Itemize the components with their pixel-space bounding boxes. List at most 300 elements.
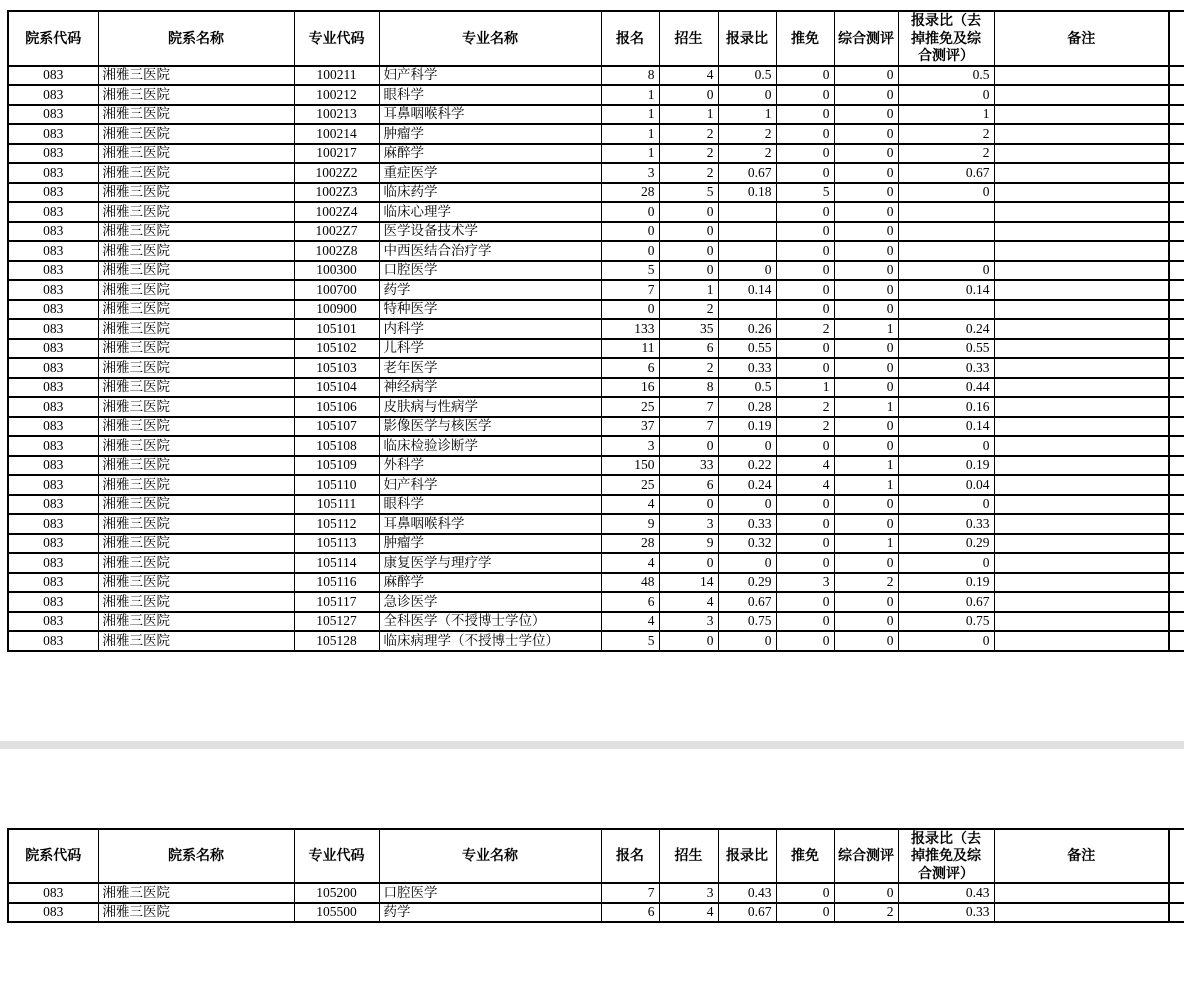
admitted-cell: 4 — [659, 66, 718, 86]
col-header-dept-code: 院系代码 — [8, 829, 98, 884]
adjusted-ratio-cell: 1 — [898, 105, 994, 125]
admitted-cell: 0 — [659, 495, 718, 515]
col-header-applicants: 报名 — [601, 11, 659, 66]
admitted-cell: 1 — [659, 105, 718, 125]
major-code-cell: 105127 — [294, 612, 379, 632]
exempt-cell: 0 — [776, 222, 834, 242]
comprehensive-eval-cell: 0 — [834, 436, 898, 456]
applicants-cell: 25 — [601, 475, 659, 495]
dept-code-cell: 083 — [8, 534, 98, 554]
remarks-cell — [994, 261, 1169, 281]
gridline-overflow-cell — [1169, 105, 1184, 125]
adjusted-ratio-cell — [898, 202, 994, 222]
major-code-cell: 100300 — [294, 261, 379, 281]
major-code-cell: 105109 — [294, 456, 379, 476]
ratio-cell: 0.5 — [718, 66, 776, 86]
admitted-cell: 0 — [659, 553, 718, 573]
dept-name-cell: 湘雅三医院 — [98, 612, 294, 632]
exempt-cell: 0 — [776, 436, 834, 456]
dept-code-cell: 083 — [8, 85, 98, 105]
ratio-cell: 0.18 — [718, 183, 776, 203]
ratio-cell: 0.33 — [718, 514, 776, 534]
remarks-cell — [994, 202, 1169, 222]
admitted-cell: 2 — [659, 300, 718, 320]
dept-code-cell: 083 — [8, 261, 98, 281]
dept-name-cell: 湘雅三医院 — [98, 631, 294, 651]
dept-code-cell: 083 — [8, 358, 98, 378]
major-name-cell: 口腔医学 — [379, 261, 601, 281]
applicants-cell: 28 — [601, 534, 659, 554]
exempt-cell: 0 — [776, 280, 834, 300]
ratio-cell: 0 — [718, 631, 776, 651]
applicants-cell: 37 — [601, 417, 659, 437]
ratio-cell: 0.67 — [718, 903, 776, 923]
page-break-separator — [0, 741, 1184, 749]
major-code-cell: 1002Z3 — [294, 183, 379, 203]
ratio-cell: 0.24 — [718, 475, 776, 495]
dept-name-cell: 湘雅三医院 — [98, 319, 294, 339]
col-header-admitted: 招生 — [659, 829, 718, 884]
applicants-cell: 9 — [601, 514, 659, 534]
gridline-overflow-cell — [1169, 829, 1184, 884]
ratio-cell: 0.29 — [718, 573, 776, 593]
dept-code-cell: 083 — [8, 66, 98, 86]
gridline-overflow-cell — [1169, 339, 1184, 359]
gridline-overflow-cell — [1169, 436, 1184, 456]
exempt-cell: 2 — [776, 397, 834, 417]
dept-name-cell: 湘雅三医院 — [98, 183, 294, 203]
table-body — [8, 883, 1184, 922]
exempt-cell: 0 — [776, 163, 834, 183]
comprehensive-eval-cell: 0 — [834, 241, 898, 261]
dept-code-cell: 083 — [8, 202, 98, 222]
comprehensive-eval-cell: 1 — [834, 475, 898, 495]
major-name-cell: 临床心理学 — [379, 202, 601, 222]
admitted-cell: 14 — [659, 573, 718, 593]
adjusted-ratio-cell: 0.33 — [898, 903, 994, 923]
major-name-cell: 口腔医学 — [379, 883, 601, 903]
dept-code-cell: 083 — [8, 319, 98, 339]
dept-code-cell: 083 — [8, 300, 98, 320]
table-row — [8, 612, 1184, 632]
admitted-cell: 8 — [659, 378, 718, 398]
exempt-cell: 0 — [776, 66, 834, 86]
adjusted-ratio-cell: 0.24 — [898, 319, 994, 339]
gridline-overflow-cell — [1169, 144, 1184, 164]
comprehensive-eval-cell: 0 — [834, 631, 898, 651]
dept-code-cell: 083 — [8, 631, 98, 651]
table-row — [8, 280, 1184, 300]
major-code-cell: 1002Z7 — [294, 222, 379, 242]
remarks-cell — [994, 378, 1169, 398]
major-name-cell: 神经病学 — [379, 378, 601, 398]
applicants-cell: 3 — [601, 163, 659, 183]
major-code-cell: 105104 — [294, 378, 379, 398]
admitted-cell: 2 — [659, 144, 718, 164]
adjusted-ratio-cell: 0.33 — [898, 358, 994, 378]
comprehensive-eval-cell: 0 — [834, 144, 898, 164]
comprehensive-eval-cell: 0 — [834, 280, 898, 300]
major-code-cell: 100217 — [294, 144, 379, 164]
dept-name-cell: 湘雅三医院 — [98, 222, 294, 242]
table-header-row — [8, 829, 1184, 884]
major-code-cell: 100900 — [294, 300, 379, 320]
table-row — [8, 222, 1184, 242]
remarks-cell — [994, 358, 1169, 378]
comprehensive-eval-cell: 0 — [834, 105, 898, 125]
comprehensive-eval-cell: 0 — [834, 66, 898, 86]
applicants-cell: 1 — [601, 105, 659, 125]
admitted-cell: 0 — [659, 261, 718, 281]
ratio-cell — [718, 202, 776, 222]
remarks-cell — [994, 475, 1169, 495]
major-code-cell: 105200 — [294, 883, 379, 903]
dept-name-cell: 湘雅三医院 — [98, 436, 294, 456]
adjusted-ratio-cell: 0.75 — [898, 612, 994, 632]
exempt-cell: 0 — [776, 631, 834, 651]
table-row — [8, 495, 1184, 515]
table-row — [8, 358, 1184, 378]
applicants-cell: 4 — [601, 553, 659, 573]
remarks-cell — [994, 66, 1169, 86]
exempt-cell: 0 — [776, 85, 834, 105]
exempt-cell: 0 — [776, 358, 834, 378]
table-row — [8, 475, 1184, 495]
adjusted-ratio-cell — [898, 222, 994, 242]
comprehensive-eval-cell: 0 — [834, 163, 898, 183]
ratio-cell: 0.55 — [718, 339, 776, 359]
adjusted-ratio-cell: 0.14 — [898, 417, 994, 437]
admitted-cell: 3 — [659, 612, 718, 632]
remarks-cell — [994, 222, 1169, 242]
major-name-cell: 麻醉学 — [379, 144, 601, 164]
major-name-cell: 眼科学 — [379, 495, 601, 515]
col-header-remarks: 备注 — [994, 829, 1169, 884]
admitted-cell: 2 — [659, 124, 718, 144]
remarks-cell — [994, 339, 1169, 359]
col-header-major-code: 专业代码 — [294, 829, 379, 884]
major-code-cell: 100213 — [294, 105, 379, 125]
major-code-cell: 105110 — [294, 475, 379, 495]
gridline-overflow-cell — [1169, 417, 1184, 437]
exempt-cell: 0 — [776, 241, 834, 261]
dept-code-cell: 083 — [8, 883, 98, 903]
exempt-cell: 0 — [776, 495, 834, 515]
major-code-cell: 105102 — [294, 339, 379, 359]
dept-name-cell: 湘雅三医院 — [98, 514, 294, 534]
exempt-cell: 0 — [776, 514, 834, 534]
major-code-cell: 100212 — [294, 85, 379, 105]
dept-name-cell: 湘雅三医院 — [98, 553, 294, 573]
remarks-cell — [994, 85, 1169, 105]
applicants-cell: 6 — [601, 358, 659, 378]
gridline-overflow-cell — [1169, 319, 1184, 339]
gridline-overflow-cell — [1169, 553, 1184, 573]
exempt-cell: 1 — [776, 378, 834, 398]
admitted-cell: 2 — [659, 163, 718, 183]
applicants-cell: 0 — [601, 241, 659, 261]
major-code-cell: 1002Z8 — [294, 241, 379, 261]
table-row — [8, 397, 1184, 417]
admitted-cell: 0 — [659, 436, 718, 456]
applicants-cell: 1 — [601, 85, 659, 105]
remarks-cell — [994, 553, 1169, 573]
dept-name-cell: 湘雅三医院 — [98, 124, 294, 144]
major-code-cell: 105106 — [294, 397, 379, 417]
table-row — [8, 144, 1184, 164]
gridline-overflow-cell — [1169, 280, 1184, 300]
major-name-cell: 全科医学（不授博士学位） — [379, 612, 601, 632]
exempt-cell: 0 — [776, 124, 834, 144]
admitted-cell: 4 — [659, 903, 718, 923]
dept-name-cell: 湘雅三医院 — [98, 280, 294, 300]
major-name-cell: 耳鼻咽喉科学 — [379, 514, 601, 534]
comprehensive-eval-cell: 0 — [834, 300, 898, 320]
gridline-overflow-cell — [1169, 11, 1184, 66]
adjusted-ratio-cell: 0 — [898, 85, 994, 105]
dept-name-cell: 湘雅三医院 — [98, 202, 294, 222]
applicants-cell: 6 — [601, 903, 659, 923]
comprehensive-eval-cell: 0 — [834, 417, 898, 437]
applicants-cell: 25 — [601, 397, 659, 417]
ratio-cell — [718, 300, 776, 320]
table-row — [8, 183, 1184, 203]
col-header-applicants: 报名 — [601, 829, 659, 884]
remarks-cell — [994, 534, 1169, 554]
major-name-cell: 肿瘤学 — [379, 534, 601, 554]
admitted-cell: 6 — [659, 475, 718, 495]
remarks-cell — [994, 573, 1169, 593]
major-name-cell: 临床检验诊断学 — [379, 436, 601, 456]
dept-name-cell: 湘雅三医院 — [98, 300, 294, 320]
exempt-cell: 0 — [776, 903, 834, 923]
admitted-cell: 7 — [659, 417, 718, 437]
table-row — [8, 514, 1184, 534]
gridline-overflow-cell — [1169, 534, 1184, 554]
applicants-cell: 7 — [601, 883, 659, 903]
applicants-cell: 8 — [601, 66, 659, 86]
ratio-cell: 0 — [718, 495, 776, 515]
exempt-cell: 0 — [776, 592, 834, 612]
major-name-cell: 内科学 — [379, 319, 601, 339]
admission-stats-table-2 — [7, 828, 1184, 924]
ratio-cell: 0.33 — [718, 358, 776, 378]
col-header-dept-code: 院系代码 — [8, 11, 98, 66]
gridline-overflow-cell — [1169, 612, 1184, 632]
admitted-cell: 33 — [659, 456, 718, 476]
dept-code-cell: 083 — [8, 456, 98, 476]
exempt-cell: 0 — [776, 883, 834, 903]
major-code-cell: 105500 — [294, 903, 379, 923]
col-header-ratio: 报录比 — [718, 829, 776, 884]
ratio-cell: 0.75 — [718, 612, 776, 632]
applicants-cell: 6 — [601, 592, 659, 612]
major-name-cell: 临床药学 — [379, 183, 601, 203]
comprehensive-eval-cell: 0 — [834, 495, 898, 515]
exempt-cell: 4 — [776, 456, 834, 476]
dept-name-cell: 湘雅三医院 — [98, 261, 294, 281]
remarks-cell — [994, 514, 1169, 534]
dept-code-cell: 083 — [8, 553, 98, 573]
ratio-cell — [718, 241, 776, 261]
dept-code-cell: 083 — [8, 495, 98, 515]
major-name-cell: 妇产科学 — [379, 475, 601, 495]
remarks-cell — [994, 241, 1169, 261]
major-code-cell: 105108 — [294, 436, 379, 456]
exempt-cell: 5 — [776, 183, 834, 203]
remarks-cell — [994, 883, 1169, 903]
admitted-cell: 3 — [659, 883, 718, 903]
major-name-cell: 老年医学 — [379, 358, 601, 378]
comprehensive-eval-cell: 0 — [834, 883, 898, 903]
comprehensive-eval-cell: 1 — [834, 319, 898, 339]
ratio-cell: 0.67 — [718, 592, 776, 612]
dept-code-cell: 083 — [8, 183, 98, 203]
comprehensive-eval-cell: 0 — [834, 358, 898, 378]
gridline-overflow-cell — [1169, 241, 1184, 261]
ratio-cell: 0.19 — [718, 417, 776, 437]
col-header-comprehensive-eval: 综合测评 — [834, 829, 898, 884]
remarks-cell — [994, 397, 1169, 417]
applicants-cell: 5 — [601, 261, 659, 281]
table-row — [8, 378, 1184, 398]
applicants-cell: 1 — [601, 144, 659, 164]
exempt-cell: 0 — [776, 612, 834, 632]
major-name-cell: 药学 — [379, 280, 601, 300]
applicants-cell: 3 — [601, 436, 659, 456]
dept-name-cell: 湘雅三医院 — [98, 456, 294, 476]
exempt-cell: 0 — [776, 202, 834, 222]
adjusted-ratio-cell: 0.29 — [898, 534, 994, 554]
remarks-cell — [994, 105, 1169, 125]
exempt-cell: 0 — [776, 534, 834, 554]
exempt-cell: 0 — [776, 553, 834, 573]
adjusted-ratio-cell — [898, 241, 994, 261]
col-header-major-name: 专业名称 — [379, 11, 601, 66]
exempt-cell: 0 — [776, 144, 834, 164]
major-name-cell: 特种医学 — [379, 300, 601, 320]
major-name-cell: 临床病理学（不授博士学位） — [379, 631, 601, 651]
remarks-cell — [994, 280, 1169, 300]
col-header-major-code: 专业代码 — [294, 11, 379, 66]
dept-name-cell: 湘雅三医院 — [98, 397, 294, 417]
gridline-overflow-cell — [1169, 202, 1184, 222]
comprehensive-eval-cell: 0 — [834, 183, 898, 203]
table-row — [8, 124, 1184, 144]
table-row — [8, 573, 1184, 593]
applicants-cell: 11 — [601, 339, 659, 359]
dept-name-cell: 湘雅三医院 — [98, 241, 294, 261]
exempt-cell: 2 — [776, 417, 834, 437]
remarks-cell — [994, 300, 1169, 320]
dept-code-cell: 083 — [8, 105, 98, 125]
admitted-cell: 0 — [659, 241, 718, 261]
dept-code-cell: 083 — [8, 573, 98, 593]
gridline-overflow-cell — [1169, 163, 1184, 183]
dept-code-cell: 083 — [8, 339, 98, 359]
dept-code-cell: 083 — [8, 124, 98, 144]
major-name-cell: 药学 — [379, 903, 601, 923]
major-code-cell: 1002Z4 — [294, 202, 379, 222]
major-code-cell: 105101 — [294, 319, 379, 339]
gridline-overflow-cell — [1169, 378, 1184, 398]
adjusted-ratio-cell: 0 — [898, 495, 994, 515]
dept-name-cell: 湘雅三医院 — [98, 883, 294, 903]
ratio-cell: 0.32 — [718, 534, 776, 554]
admitted-cell: 0 — [659, 631, 718, 651]
ratio-cell: 0 — [718, 85, 776, 105]
col-header-comprehensive-eval: 综合测评 — [834, 11, 898, 66]
exempt-cell: 2 — [776, 319, 834, 339]
major-name-cell: 重症医学 — [379, 163, 601, 183]
dept-name-cell: 湘雅三医院 — [98, 163, 294, 183]
comprehensive-eval-cell: 1 — [834, 534, 898, 554]
major-code-cell: 105117 — [294, 592, 379, 612]
major-code-cell: 105112 — [294, 514, 379, 534]
major-name-cell: 妇产科学 — [379, 66, 601, 86]
comprehensive-eval-cell: 0 — [834, 592, 898, 612]
dept-name-cell: 湘雅三医院 — [98, 85, 294, 105]
adjusted-ratio-cell: 2 — [898, 144, 994, 164]
major-name-cell: 麻醉学 — [379, 573, 601, 593]
comprehensive-eval-cell: 2 — [834, 903, 898, 923]
table-row — [8, 417, 1184, 437]
exempt-cell: 0 — [776, 300, 834, 320]
remarks-cell — [994, 592, 1169, 612]
dept-code-cell: 083 — [8, 163, 98, 183]
gridline-overflow-cell — [1169, 66, 1184, 86]
comprehensive-eval-cell: 2 — [834, 573, 898, 593]
col-header-admitted: 招生 — [659, 11, 718, 66]
applicants-cell: 28 — [601, 183, 659, 203]
dept-name-cell: 湘雅三医院 — [98, 105, 294, 125]
remarks-cell — [994, 903, 1169, 923]
major-code-cell: 105107 — [294, 417, 379, 437]
gridline-overflow-cell — [1169, 631, 1184, 651]
adjusted-ratio-cell: 0.19 — [898, 573, 994, 593]
major-code-cell: 105128 — [294, 631, 379, 651]
dept-code-cell: 083 — [8, 222, 98, 242]
col-header-dept-name: 院系名称 — [98, 829, 294, 884]
dept-name-cell: 湘雅三医院 — [98, 903, 294, 923]
gridline-overflow-cell — [1169, 883, 1184, 903]
adjusted-ratio-cell: 0.04 — [898, 475, 994, 495]
remarks-cell — [994, 163, 1169, 183]
major-name-cell: 肿瘤学 — [379, 124, 601, 144]
gridline-overflow-cell — [1169, 397, 1184, 417]
ratio-cell: 2 — [718, 124, 776, 144]
spreadsheet-page — [0, 10, 1184, 1003]
applicants-cell: 4 — [601, 495, 659, 515]
comprehensive-eval-cell: 1 — [834, 397, 898, 417]
gridline-overflow-cell — [1169, 475, 1184, 495]
dept-name-cell: 湘雅三医院 — [98, 144, 294, 164]
col-header-ratio: 报录比 — [718, 11, 776, 66]
remarks-cell — [994, 631, 1169, 651]
admitted-cell: 0 — [659, 85, 718, 105]
major-code-cell: 105114 — [294, 553, 379, 573]
dept-code-cell: 083 — [8, 903, 98, 923]
major-name-cell: 儿科学 — [379, 339, 601, 359]
ratio-cell: 0.5 — [718, 378, 776, 398]
dept-code-cell: 083 — [8, 592, 98, 612]
gridline-overflow-cell — [1169, 573, 1184, 593]
dept-code-cell: 083 — [8, 144, 98, 164]
adjusted-ratio-cell: 0 — [898, 183, 994, 203]
table-row — [8, 339, 1184, 359]
major-code-cell: 105111 — [294, 495, 379, 515]
table-header-row — [8, 11, 1184, 66]
